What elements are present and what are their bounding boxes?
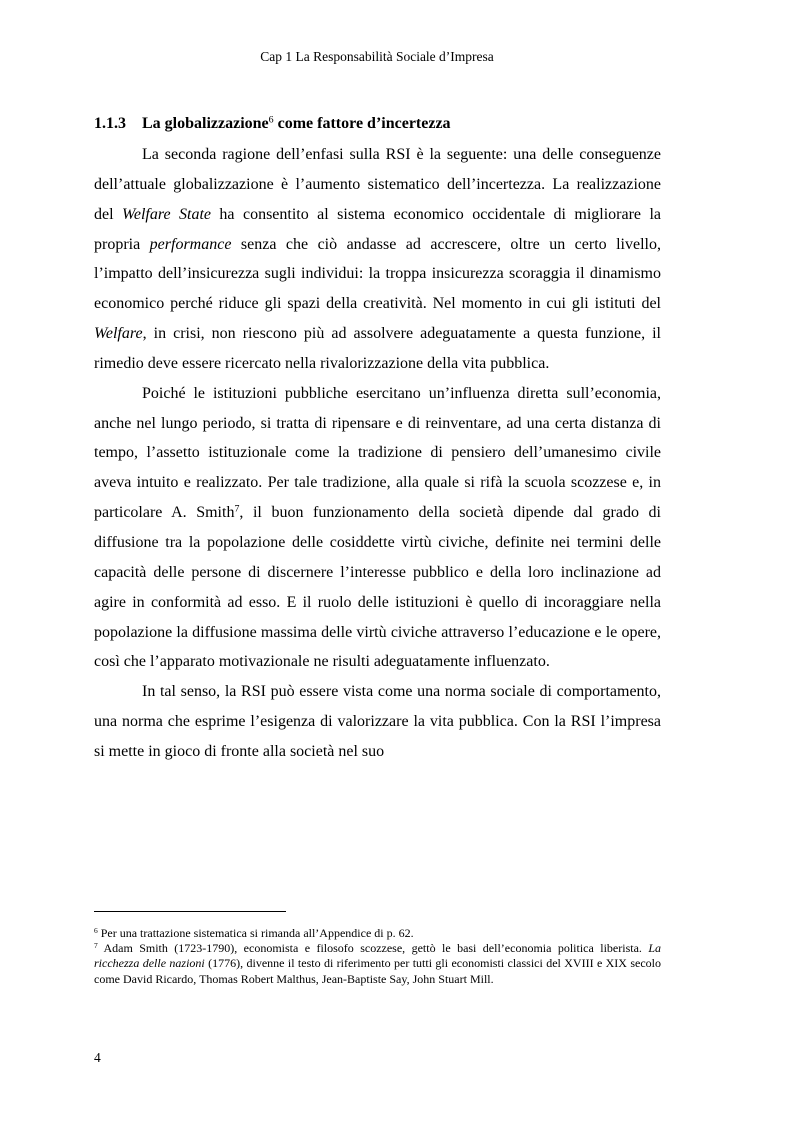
paragraph-2-text-1: Poiché le istituzioni pubbliche esercitano un’influenza diretta sull’economia, anche nel lungo periodo, si tratta di ripensare e di reinventare, ad una certa distanza di tempo, l’assetto istituzionale come la tradizione di pensiero dell’umanesimo civile aveva intuito e realizzato. Per tale tradizione, alla quale si rifà la scuola scozzese e, in particolare A. Smith: [94, 384, 661, 522]
paragraph-1: [94, 140, 661, 379]
footnote-7-italic-title: La ricchezza delle nazioni: [94, 941, 661, 971]
footnote-6: [94, 926, 661, 941]
paragraph-1-text-4: , in crisi, non riescono più ad assolvere adeguatamente a questa funzione, il rimedio deve essere ricercato nella rivalorizzazione della vita pubblica.: [94, 325, 661, 372]
footnote-separator: [94, 911, 286, 912]
paragraph-1-italic-2: performance: [149, 235, 232, 253]
paragraph-2-text-2: , il buon funzionamento della società dipende dal grado di diffusione tra la popolazione delle cosiddette virtù civiche, definite nei termini delle capacità delle persone di discernere l’interesse pubblico e della loro inclinazione ad agire in conformità ad esso. E il ruolo delle istituzioni è quello di incoraggiare nella popolazione la diffusione massima delle virtù civiche attraverso l’educazione e le opere, così che l’apparato motivazionale ne risulti adeguatamente influenzato.: [94, 504, 661, 671]
footnote-7: [94, 941, 661, 987]
paragraph-3-text-1: In tal senso, la RSI può essere vista come una norma sociale di comportamento, una norma che esprime l’esigenza di valorizzare la vita pubblica. Con la RSI l’impresa si mette in gioco di fronte alla società nel suo: [94, 683, 661, 760]
footnote-ref-7[interactable]: 7: [234, 503, 240, 515]
paragraph-1-text-1: La seconda ragione dell’enfasi sulla RSI è la seguente: una delle conseguenze dell’attuale globalizzazione è l’aumento sistematico dell’incertezza. La realizzazione del: [94, 146, 661, 223]
footnote-6-marker: 6: [94, 925, 98, 935]
section-number: 1.1.3: [94, 115, 126, 132]
paragraph-1-italic-3: Welfare: [94, 325, 143, 343]
footnote-7-text-2: (1776), divenne il testo di riferimento per tutti gli economisti classici del XVIII e XIX secolo come David Ricardo, Thomas Robert Malthus, Jean-Baptiste Say, John Stuart Mill.: [94, 956, 662, 986]
section-title-part2: come fattore d’incertezza: [273, 115, 451, 132]
paragraph-1-text-3: senza che ciò andasse ad accrescere, oltre un certo livello, l’impatto dell’insicurezza sugli individui: la troppa insicurezza scoraggia il dinamismo economico perché riduce gli spazi della creatività. Nel momento in cui gli istituti del: [94, 235, 661, 313]
paragraph-1-text-2: ha consentito al sistema economico occidentale di migliorare la propria: [94, 205, 662, 253]
page-number: 4: [94, 1050, 101, 1065]
footnote-6-text: Per una trattazione sistematica si rimanda all’Appendice di p. 62.: [97, 926, 414, 940]
running-header: Cap 1 La Responsabilità Sociale d’Impresa: [260, 49, 494, 64]
paragraph-1-italic-1: Welfare State: [121, 205, 211, 223]
section-title-part1: La globalizzazione: [142, 115, 269, 132]
footnote-7-marker: 7: [94, 941, 98, 951]
footnotes: [94, 926, 661, 987]
footnote-7-text-1: Adam Smith (1723-1790), economista e filosofo scozzese, gettò le basi dell’economia politica liberista.: [97, 941, 649, 956]
paragraph-2: [94, 379, 661, 677]
paragraph-3: [94, 677, 661, 767]
body-text: [94, 140, 661, 767]
footnote-ref-6[interactable]: 6: [268, 114, 274, 126]
section-heading: [94, 114, 451, 134]
